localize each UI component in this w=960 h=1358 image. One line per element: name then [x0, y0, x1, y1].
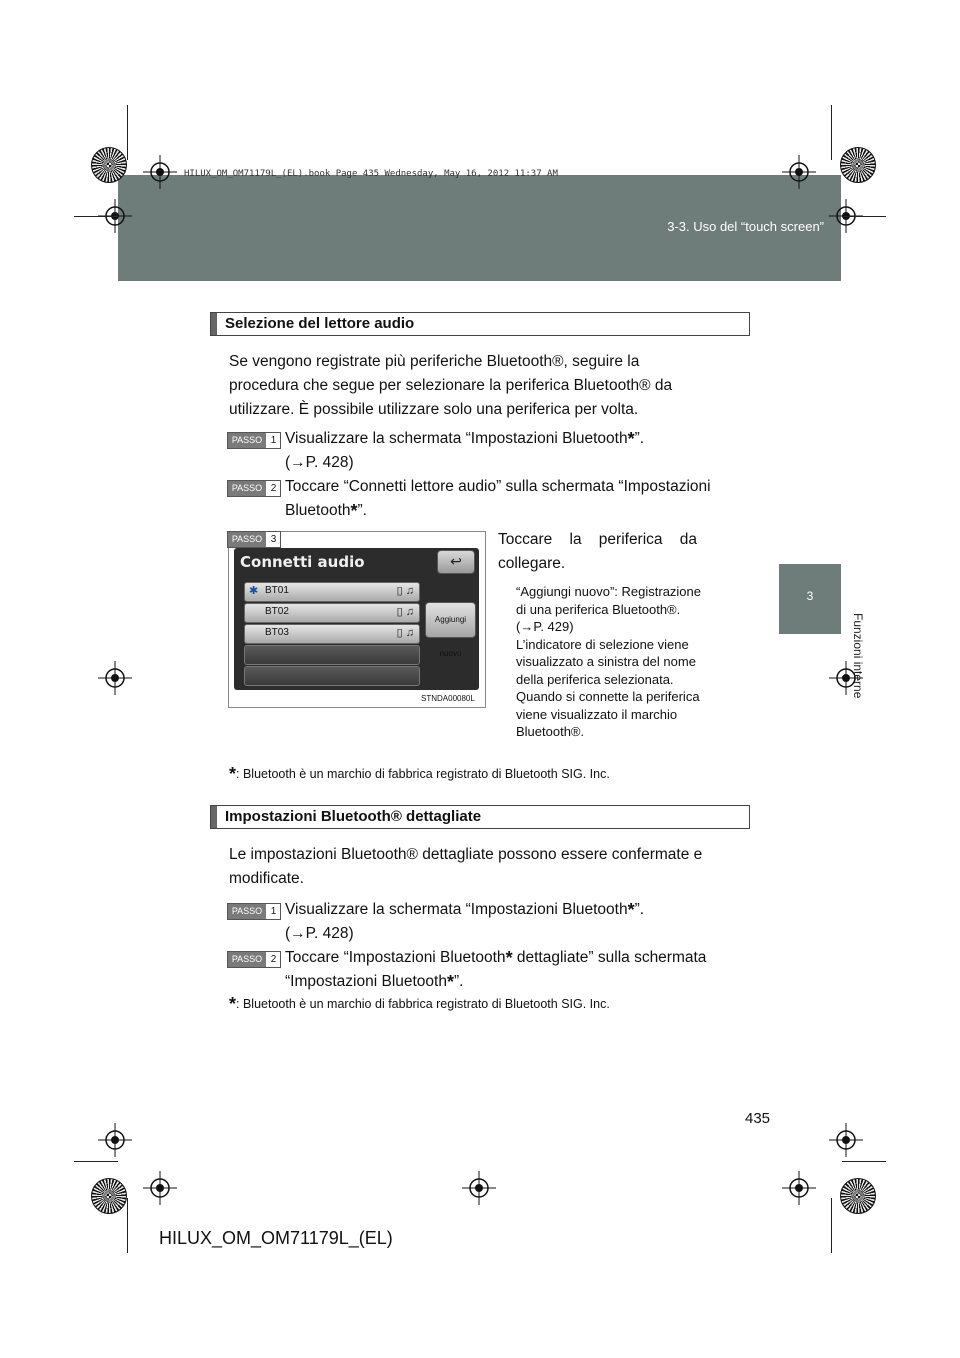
trim-line [831, 105, 832, 160]
step-badge [227, 903, 281, 920]
step-badge [227, 531, 281, 548]
page-reference: (→P. 428) [285, 925, 354, 942]
device-name: BT01 [265, 585, 289, 596]
note-line: Quando si connette la periferica [516, 689, 700, 704]
step-text [285, 427, 745, 475]
step-number: 2 [270, 954, 277, 965]
empty-device-slot [244, 666, 420, 686]
step-text [498, 528, 744, 576]
crosshair-mark-icon [829, 661, 863, 695]
device-row[interactable] [244, 582, 420, 602]
step-badge [227, 951, 281, 968]
note-line: visualizzato a sinistra del nome [516, 654, 696, 669]
step-label: PASSO [228, 952, 266, 967]
registration-disk-icon [840, 147, 876, 183]
chapter-label: Funzioni interne [851, 613, 865, 699]
footnote-star: * [350, 501, 358, 521]
page-number: 435 [745, 1110, 771, 1127]
step-line: Toccare “Impostazioni Bluetooth [285, 949, 506, 966]
section-title: 3-3. Uso del “touch screen” [667, 219, 824, 234]
registration-disk-icon [91, 1178, 127, 1214]
footnote-star: * [505, 948, 513, 968]
section-heading-text: Selezione del lettore audio [225, 315, 415, 332]
phone-music-icon: ▯ ♫ [396, 606, 414, 618]
step-number: 2 [270, 483, 277, 494]
note-line: Bluetooth®. [516, 724, 585, 739]
trim-line [842, 216, 886, 217]
intro-paragraph [229, 350, 744, 422]
trim-line [74, 216, 118, 217]
trim-line [74, 1161, 118, 1162]
trim-line [831, 1198, 832, 1253]
page-reference: (→P. 428) [285, 454, 354, 471]
note-line: L’indicatore di selezione viene [516, 636, 689, 652]
step-line: dettagliate” sulla schermata [512, 949, 707, 966]
section-heading [210, 312, 750, 336]
crosshair-mark-icon [98, 1123, 132, 1157]
footnote-star: * [446, 972, 454, 992]
step-badge [227, 480, 281, 497]
device-row[interactable] [244, 624, 420, 644]
footnote-star: * [627, 429, 635, 449]
step-line: collegare. [498, 555, 566, 572]
device-name: BT02 [265, 606, 289, 617]
book-info-line: HILUX_OM_OM71179L_(EL).book Page 435 Wednesday, May 16, 2012 11:37 AM [184, 169, 558, 179]
intro-line: Se vengono registrate più periferiche Bluetooth®, seguire la [229, 353, 640, 370]
trim-line [842, 1161, 886, 1162]
section-heading [210, 805, 750, 829]
note-line: viene visualizzato il marchio [516, 706, 678, 722]
note-line: di una periferica Bluetooth®. [516, 601, 681, 617]
footnote-text: : Bluetooth è un marchio di fabbrica registrato di Bluetooth SIG. Inc. [236, 767, 610, 781]
crosshair-mark-icon [143, 155, 177, 189]
intro-line: utilizzare. È possibile utilizzare solo una periferica per volta. [229, 401, 639, 418]
footnote-text: : Bluetooth è un marchio di fabbrica registrato di Bluetooth SIG. Inc. [236, 997, 610, 1011]
step-note [516, 583, 744, 741]
step-line: Toccare “Connetti lettore audio” sulla schermata “Impostazioni [285, 478, 711, 495]
footnote [229, 764, 610, 785]
step-line: “Impostazioni Bluetooth [285, 973, 447, 990]
step-number: 1 [270, 435, 277, 446]
note-line: “Aggiungi nuovo”: Registrazione [516, 584, 701, 599]
step-line-end: ”. [357, 502, 367, 519]
step-line: Bluetooth [285, 502, 351, 519]
intro-line: Le impostazioni Bluetooth® dettagliate possono essere confermate e [229, 846, 703, 863]
crosshair-mark-icon [782, 155, 816, 189]
phone-music-icon: ▯ ♫ [396, 627, 414, 639]
intro-paragraph [229, 843, 744, 891]
step-label: PASSO [228, 532, 266, 547]
step-line-end: ”. [454, 973, 464, 990]
footnote-star: * [627, 900, 635, 920]
step-line: Visualizzare la schermata “Impostazioni Bluetooth [285, 901, 628, 918]
crosshair-mark-icon [462, 1171, 496, 1205]
step-badge [227, 432, 281, 449]
crosshair-mark-icon [829, 1123, 863, 1157]
intro-line: modificate. [229, 870, 304, 887]
step-text [285, 475, 745, 523]
step-number: 1 [270, 906, 277, 917]
registration-disk-icon [91, 147, 127, 183]
step-line-end: ”. [634, 901, 645, 918]
note-line: (→P. 429) [516, 619, 574, 634]
figure-code: STNDA00080L [421, 694, 475, 703]
footnote-star: * [229, 994, 237, 1014]
device-name: BT03 [265, 627, 289, 638]
trim-line [127, 105, 128, 160]
step-label: PASSO [228, 481, 266, 496]
registration-disk-icon [840, 1178, 876, 1214]
device-row[interactable] [244, 603, 420, 623]
trim-line [127, 1198, 128, 1253]
step-number: 3 [270, 534, 277, 545]
step-label: PASSO [228, 433, 266, 448]
crosshair-mark-icon [98, 661, 132, 695]
step-line-end: ”. [634, 430, 645, 447]
back-button[interactable]: ↩ [437, 550, 475, 574]
step-text [285, 946, 745, 994]
crosshair-mark-icon [143, 1171, 177, 1205]
note-line: della periferica selezionata. [516, 671, 674, 687]
screen-title: Connetti audio [240, 553, 365, 571]
step-line: Visualizzare la schermata “Impostazioni Bluetooth [285, 430, 628, 447]
crosshair-mark-icon [782, 1171, 816, 1205]
intro-line: procedura che segue per selezionare la periferica Bluetooth® da [229, 377, 673, 394]
step-line: Toccare la periferica da [498, 531, 698, 548]
document-code: HILUX_OM_OM71179L_(EL) [159, 1228, 393, 1248]
section-heading-text: Impostazioni Bluetooth® dettagliate [225, 808, 482, 825]
footnote [229, 994, 610, 1015]
add-new-button[interactable]: Aggiungi nuovo [425, 602, 476, 638]
chapter-tab: 3 [779, 564, 841, 634]
step-label: PASSO [228, 904, 266, 919]
footnote-star: * [229, 764, 237, 784]
bluetooth-icon: ✱ [249, 585, 259, 597]
phone-music-icon: ▯ ♫ [396, 585, 414, 597]
empty-device-slot [244, 645, 420, 665]
step-text [285, 898, 745, 946]
